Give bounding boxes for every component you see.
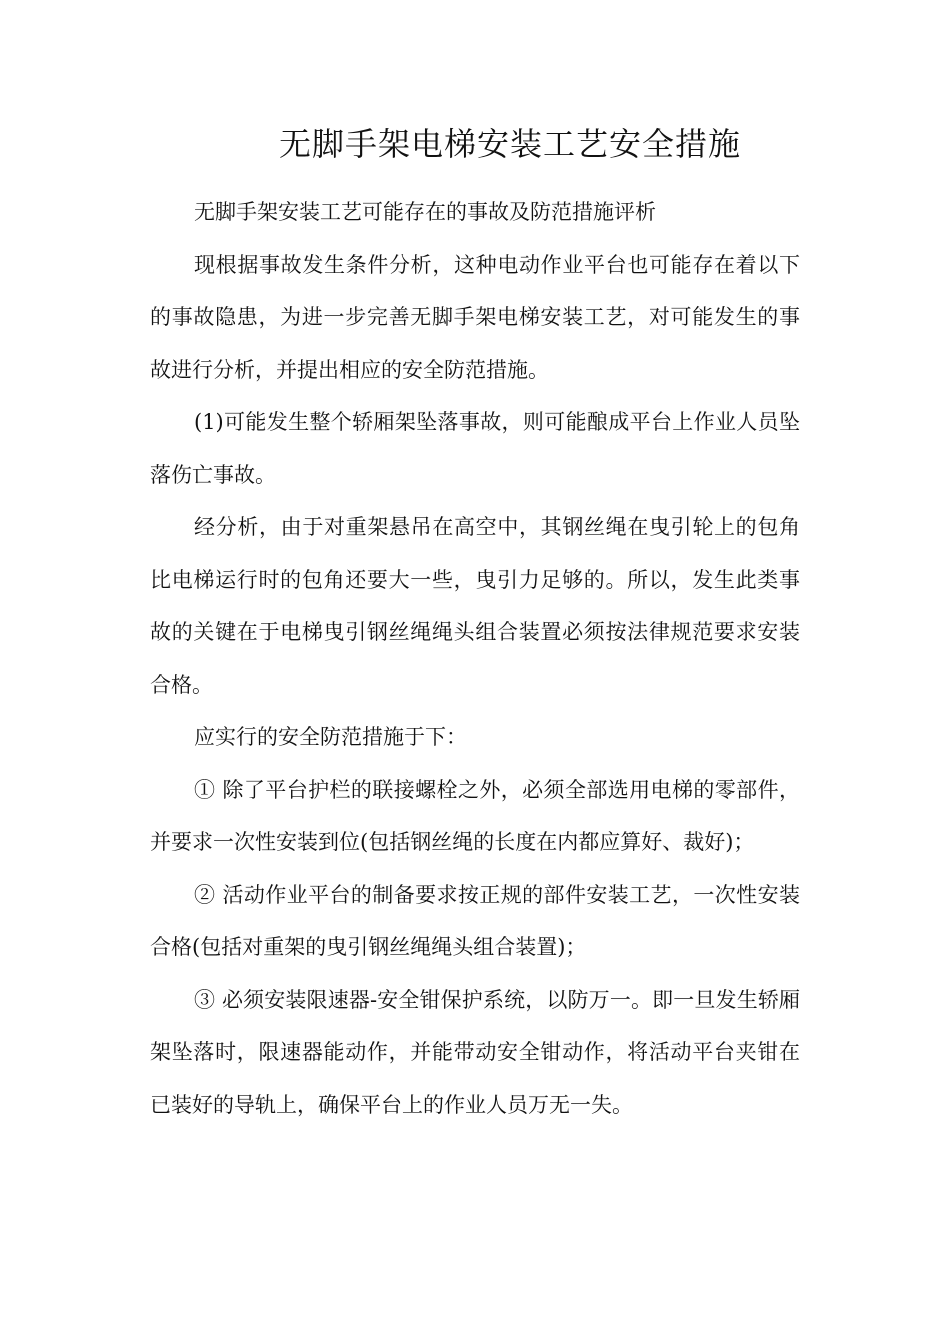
paragraph-measure-2: ② 活动作业平台的制备要求按正规的部件安装工艺，一次性安装合格(包括对重架的曳引钢丝绳绳头组合装置)；: [150, 882, 800, 959]
paragraph-subtitle: 无脚手架安装工艺可能存在的事故及防范措施评析: [194, 200, 656, 224]
document-title: 无脚手架电梯安装工艺安全措施: [278, 125, 741, 163]
paragraph-accident-1: (1)可能发生整个轿厢架坠落事故，则可能酿成平台上作业人员坠落伤亡事故。: [150, 410, 800, 487]
paragraph-analysis: 经分析，由于对重架悬吊在高空中，其钢丝绳在曳引轮上的包角比电梯运行时的包角还要大一些，曳引力足够的。所以，发生此类事故的关键在于电梯曳引钢丝绳绳头组合装置必须按法律规范要求安装合格。: [150, 515, 800, 697]
document-body: [150, 186, 800, 1131]
paragraph-measure-1: ① 除了平台护栏的联接螺栓之外，必须全部选用电梯的零部件，并要求一次性安装到位(包括钢丝绳的长度在内都应算好、裁好)；: [150, 777, 800, 854]
paragraph-measures-heading: 应实行的安全防范措施于下：: [194, 725, 467, 749]
paragraph-measure-3: ③ 必须安装限速器-安全钳保护系统，以防万一。即一旦发生轿厢架坠落时，限速器能动作，并能带动安全钳动作，将活动平台夹钳在已装好的导轨上，确保平台上的作业人员万无一失。: [150, 987, 800, 1117]
paragraph-analysis-intro: 现根据事故发生条件分析，这种电动作业平台也可能存在着以下的事故隐患，为进一步完善无脚手架电梯安装工艺，对可能发生的事故进行分析，并提出相应的安全防范措施。: [150, 252, 800, 382]
